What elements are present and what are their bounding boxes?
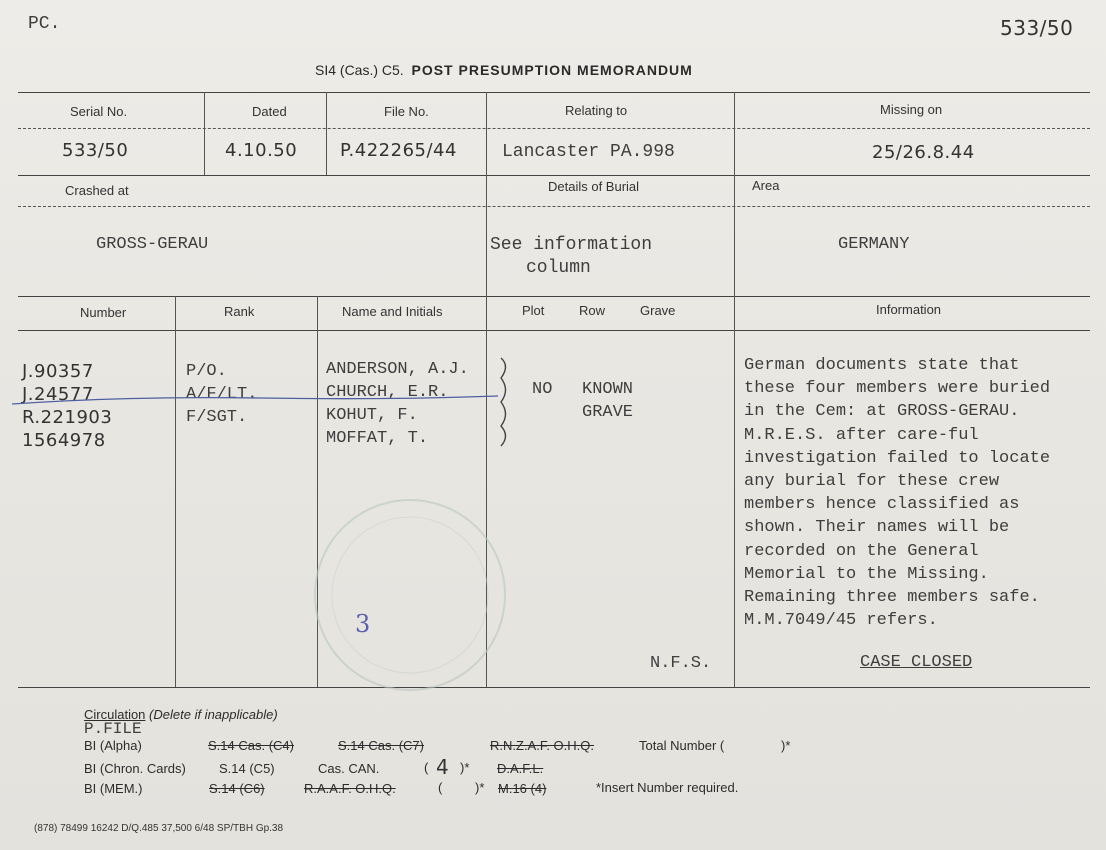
information-line: shown. Their names will be [744,518,1010,538]
circ-row1-f: )* [781,738,791,753]
information-line: these four members were buried [744,379,1051,399]
circ-row1-d: R.N.Z.A.F. O.H.Q. [490,738,595,753]
information-header: Information [876,302,942,317]
information-line: investigation failed to locate [744,448,1051,468]
corner-mark-left: PC. [28,14,61,34]
file-no-header: File No. [384,104,429,119]
information-line: German documents state that [744,356,1020,375]
nfs-note: N.F.S. [650,654,712,673]
crashed-at-value: GROSS-GERAU [96,235,209,254]
number-header: Number [80,305,127,320]
circ-row3-b: S.14 (C6) [209,781,265,796]
information-line: in the Cem: at GROSS-GERAU. [744,402,1020,422]
grave-note-known: KNOWN [582,380,634,399]
pencil-mark: 3 [355,610,371,638]
area-value: GERMANY [838,235,910,254]
details-burial-header: Details of Burial [548,179,640,194]
crashed-at-header: Crashed at [65,183,129,198]
relating-to-header: Relating to [565,103,628,118]
information-text [744,354,1050,632]
circ-row3-d: ( [438,780,443,795]
crew-number: J.90357 [22,361,94,382]
serial-header: Serial No. [70,104,128,119]
crew-rank: F/SGT. [186,408,248,427]
crew-name: KOHUT, F. [326,406,418,425]
crew-rank: A/F/LT. [186,385,258,404]
information-line: M.M.7049/45 refers. [744,611,938,631]
circ-row3-e: )* [475,780,485,795]
circ-row1-b: S.14 Cas. (C4) [208,738,294,753]
rank-header: Rank [224,304,255,319]
crew-name: MOFFAT, T. [326,429,429,448]
information-line: any burial for these crew [744,472,1000,492]
case-closed-stamp: CASE CLOSED [860,653,973,672]
circ-row2-e: )* [460,760,470,775]
circ-row3-f: M.16 (4) [498,781,547,796]
dated-header: Dated [252,104,287,119]
crew-name: CHURCH, E.R. [326,383,449,402]
burial-details-line2: column [526,258,591,278]
circ-row3-c: R.A.A.F. O.H.Q. [304,781,396,796]
crew-number: J.24577 [22,384,94,405]
row-header: Row [579,303,606,318]
circ-row3-g: *Insert Number required. [596,780,739,795]
information-line: members hence classified as [744,495,1020,515]
crew-rank: P/O. [186,362,227,381]
dated-value: 4.10.50 [225,140,298,161]
information-line: Remaining three members safe. [744,588,1040,608]
circ-row2-f: D.A.F.L. [497,761,544,776]
file-no-value: P.422265/44 [340,140,457,161]
missing-on-header: Missing on [880,102,943,117]
serial-value: 533/50 [62,140,129,161]
circ-row2-a: BI (Chron. Cards) [84,761,186,776]
grave-header: Grave [640,303,676,318]
circ-row1-c: S.14 Cas. (C7) [338,738,424,753]
circ-row1-e: Total Number ( [639,738,725,753]
area-header: Area [752,178,780,193]
crew-name: ANDERSON, A.J. [326,360,469,379]
circ-row2-c: Cas. CAN. [318,761,380,776]
circulation-title: Circulation [84,707,146,722]
circ-row2-b: S.14 (C5) [219,761,275,776]
information-line: Memorial to the Missing. [744,564,989,584]
relating-to-value: Lancaster PA.998 [502,142,675,162]
form-title [315,62,693,78]
printer-footer: (878) 78499 16242 D/Q.485 37,500 6/48 SP/TBH Gp.38 [34,823,284,834]
circulation-note: (Delete if inapplicable) [149,707,278,722]
faint-stamp-icon [290,490,530,700]
missing-on-value: 25/26.8.44 [872,142,975,163]
circ-row2-d: ( [424,760,429,775]
form-title-text: POST PRESUMPTION MEMORANDUM [411,62,693,78]
corner-reference: 533/50 [1000,16,1074,40]
circ-row2-count: 4 [436,755,450,779]
p-file-mark: P.FILE [84,720,142,738]
information-line: recorded on the General [744,541,979,561]
grave-note-no: NO [532,380,553,399]
crew-number: R.221903 [22,407,113,428]
circ-row3-a: BI (MEM.) [84,781,143,796]
name-header: Name and Initials [342,304,443,319]
information-line: M.R.E.S. after care-ful [744,425,979,445]
circ-row1-a: BI (Alpha) [84,738,142,753]
grave-note-grave: GRAVE [582,403,634,422]
plot-header: Plot [522,303,545,318]
form-code: SI4 (Cas.) C5. [315,62,404,78]
crew-number: 1564978 [22,430,106,451]
burial-details-line1: See information [490,235,653,255]
pen-underline-icon [10,388,500,408]
